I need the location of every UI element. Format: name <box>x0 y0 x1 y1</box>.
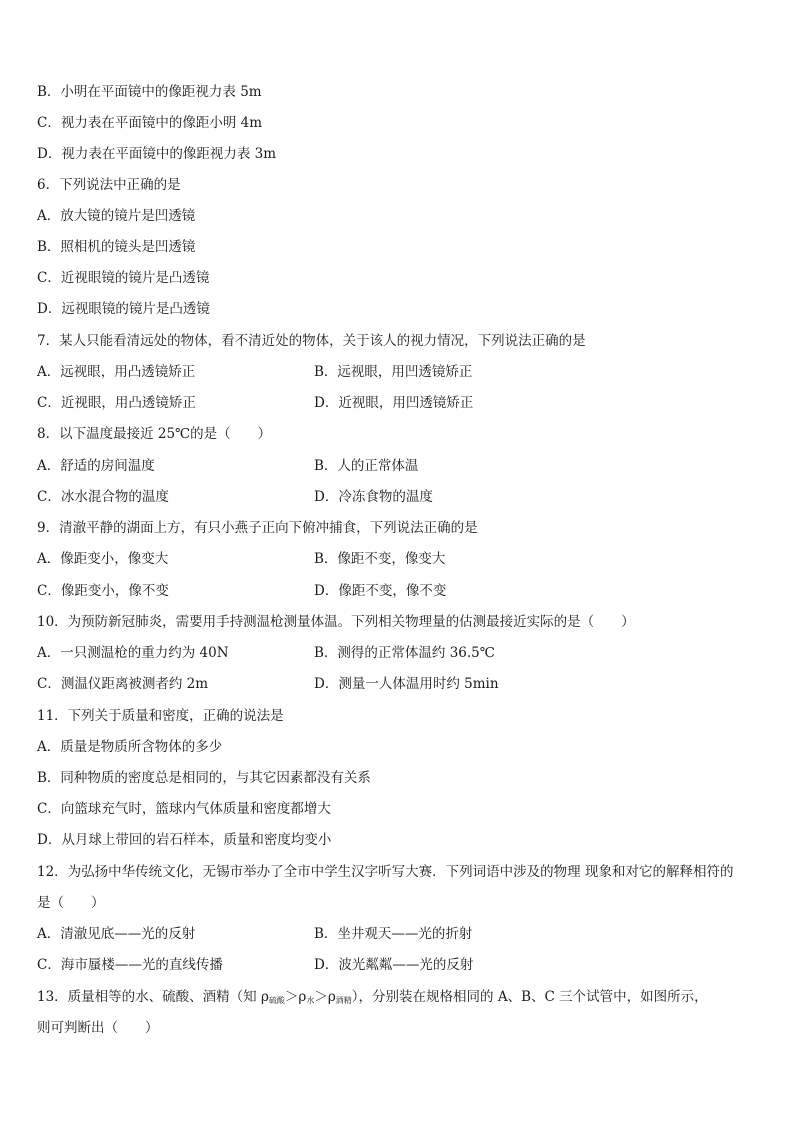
option-11d: D．从月球上带回的岩石样本，质量和密度均变小 <box>37 832 332 848</box>
option-10d: D．测量一人体温用时约 5min <box>314 676 499 692</box>
question-7: 7．某人只能看清远处的物体，看不清近处的物体，关于该人的视力情况，下列说法正确的是 <box>37 333 586 349</box>
density-subscript-alcohol: 酒精 <box>335 996 352 1005</box>
density-subscript-water: 水 <box>306 996 315 1005</box>
question-13-line-2: 则可判断出（ ） <box>37 1020 159 1036</box>
option-9c: C．像距变小，像不变 <box>37 583 169 599</box>
option-8a: A．舒适的房间温度 <box>37 458 155 474</box>
option-6b: B．照相机的镜头是凹透镜 <box>37 239 196 255</box>
option-10c: C．测温仪距离被测者约 2m <box>37 676 209 692</box>
option-9b: B．像距不变，像变大 <box>314 551 446 567</box>
question-13-text-end: ），分别装在规格相同的 A、B、C 三个试管中，如图所示， <box>351 989 708 1005</box>
option-7b: B．远视眼，用凹透镜矫正 <box>314 364 473 380</box>
option-12b: B．坐井观天——光的折射 <box>314 926 473 942</box>
question-6: 6．下列说法中正确的是 <box>37 177 181 193</box>
option-12a: A．清澈见底——光的反射 <box>37 926 196 942</box>
option-10b: B．测得的正常体温约 36.5℃ <box>314 645 495 661</box>
option-11c: C．向篮球充气时，篮球内气体质量和密度都增大 <box>37 801 331 817</box>
question-12-line-2: 是（ ） <box>37 895 105 911</box>
option-5d: D．视力表在平面镜中的像距视力表 3m <box>37 146 277 162</box>
option-8c: C．冰水混合物的温度 <box>37 489 169 505</box>
option-10a: A．一只测温枪的重力约为 40N <box>37 645 229 661</box>
question-12-line-1: 12．为弘扬中华传统文化，无锡市举办了全市中学生汉字听写大赛．下列词语中涉及的物理 现象和对它的解释相符的 <box>37 864 734 880</box>
option-6a: A．放大镜的镜片是凹透镜 <box>37 208 196 224</box>
option-5c: C．视力表在平面镜中的像距小明 4m <box>37 115 263 131</box>
question-11: 11．下列关于质量和密度，正确的说法是 <box>37 708 284 724</box>
option-6c: C．近视眼镜的镜片是凸透镜 <box>37 270 210 286</box>
greater-than-symbol: ＞ρ <box>314 989 336 1005</box>
greater-than-symbol: ＞ρ <box>284 989 307 1005</box>
option-12d: D．波光粼粼——光的反射 <box>314 957 474 973</box>
option-6d: D．远视眼镜的镜片是凸透镜 <box>37 301 210 317</box>
option-11b: B．同种物质的密度总是相同的，与其它因素都没有关系 <box>37 770 371 786</box>
option-12c: C．海市蜃楼——光的直线传播 <box>37 957 223 973</box>
option-7c: C．近视眼，用凸透镜矫正 <box>37 395 196 411</box>
option-7a: A．远视眼，用凸透镜矫正 <box>37 364 196 380</box>
option-8b: B．人的正常体温 <box>314 458 419 474</box>
density-subscript-sulfuric-acid: 硫酸 <box>268 996 285 1005</box>
option-9a: A．像距变小，像变大 <box>37 551 169 567</box>
question-8: 8．以下温度最接近 25℃的是（ ） <box>37 426 272 442</box>
question-9: 9．清澈平静的湖面上方，有只小燕子正向下俯冲捕食，下列说法正确的是 <box>37 520 478 536</box>
option-9d: D．像距不变，像不变 <box>314 583 447 599</box>
question-13-text-start: 13．质量相等的水、硫酸、酒精（知 ρ <box>37 989 269 1005</box>
option-8d: D．冷冻食物的温度 <box>314 489 433 505</box>
option-5b: B．小明在平面镜中的像距视力表 5m <box>37 84 262 100</box>
question-10: 10．为预防新冠肺炎，需要用手持测温枪测量体温。下列相关物理量的估测最接近实际的是（ ） <box>37 614 635 630</box>
option-7d: D．近视眼，用凹透镜矫正 <box>314 395 474 411</box>
option-11a: A．质量是物质所含物体的多少 <box>37 739 223 755</box>
question-13-line-1 <box>37 988 708 1010</box>
